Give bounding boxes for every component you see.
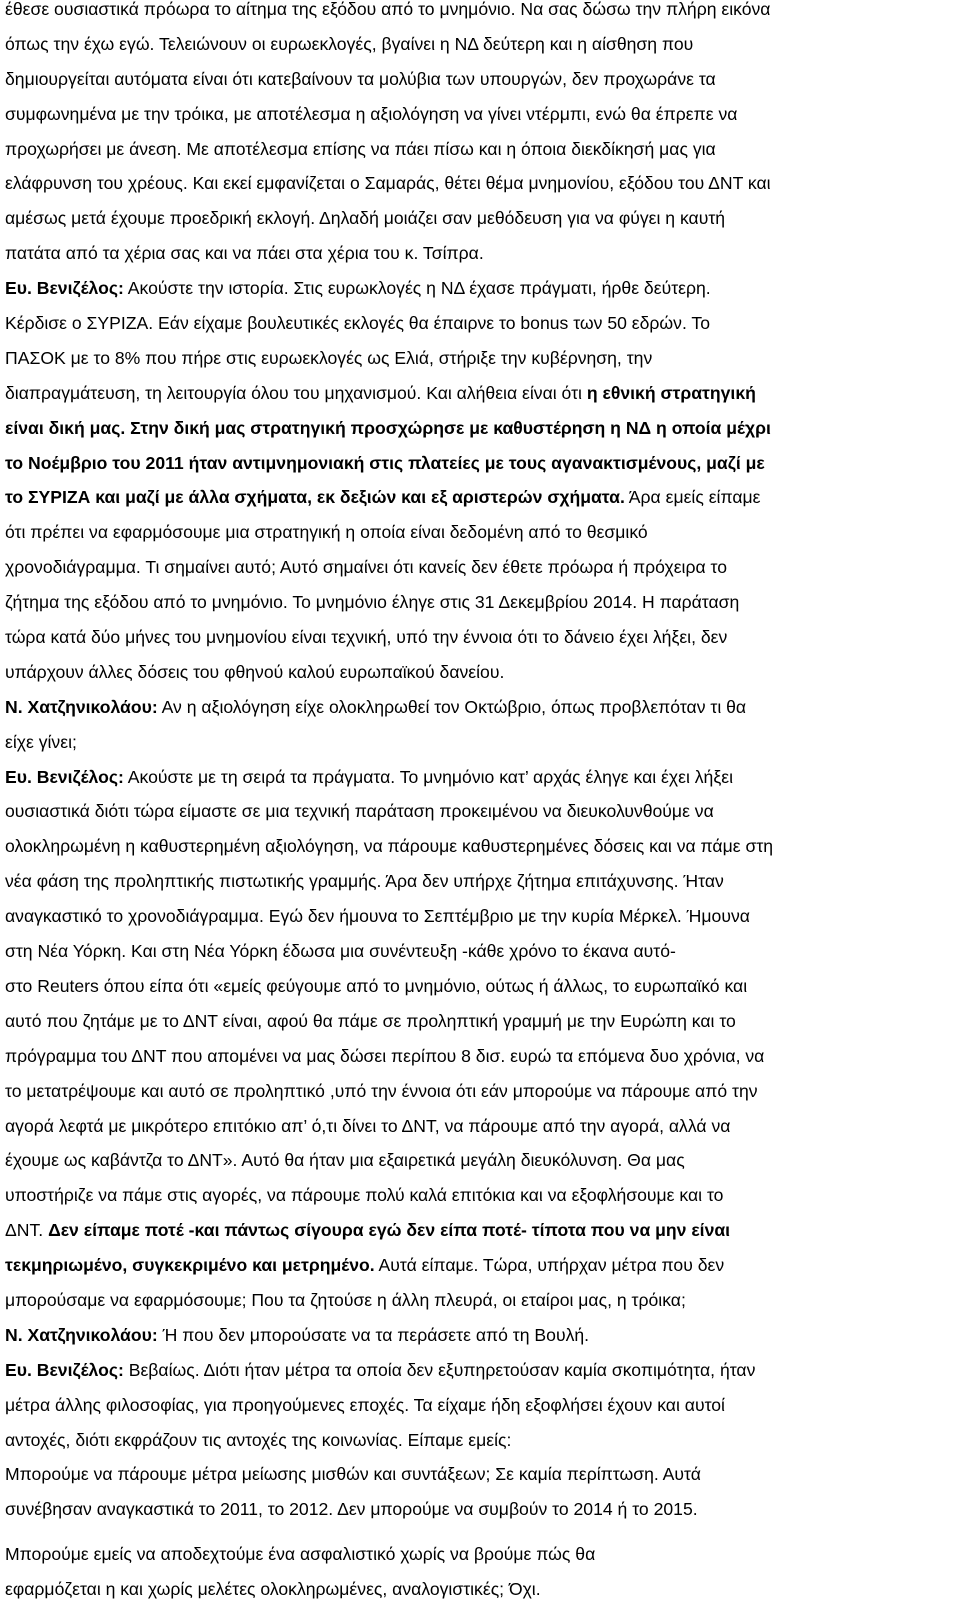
text-segment: ζήτημα της εξόδου από το μνημόνιο. Το μνημόνιο έληγε στις 31 Δεκεμβρίου 2014. Η παράταση [5,592,740,613]
text-line [5,480,945,515]
text-segment: αγορά λεφτά με μικρότερο επιτόκιο απ’ ό,τι δίνει το ΔΝΤ, να πάρουμε από την αγορά, αλλά να [5,1115,731,1136]
text-segment: ολοκληρωμένη η καθυστερημένη αξιολόγηση, να πάρουμε καθυστερημένες δόσεις και να πάμε στη [5,836,774,857]
text-segment: έχουμε ως καβάντζα το ΔΝΤ». Αυτό θα ήταν μια εξαιρετικά μεγάλη διευκόλυνση. Θα μας [5,1150,685,1171]
text-line [5,411,945,446]
text-line [5,585,945,620]
text-segment: ελάφρυνση του χρέους. Και εκεί εμφανίζεται ο Σαμαράς, θέτει θέμα μνημονίου, εξόδου του ΔΝΤ και [5,173,771,194]
text-segment: Βεβαίως. Διότι ήταν μέτρα τα οποία δεν εξυπηρετούσαν καμία σκοπιμότητα, ήταν [123,1359,756,1380]
text-line [5,760,945,795]
text-line [5,1283,945,1318]
text-segment: όπως την έχω εγώ. Τελειώνουν οι ευρωεκλογές, βγαίνει η ΝΔ δεύτερη και η αίσθηση που [5,33,694,54]
text-segment: μπορούσαμε να εφαρμόσουμε; Που τα ζητούσε η άλλη πλευρά, οι εταίροι μας, η τρόικα; [5,1289,686,1310]
text-line [5,166,945,201]
text-segment: αναγκαστικό το χρονοδιάγραμμα. Εγώ δεν ήμουνα το Σεπτέμβριο με την κυρία Μέρκελ. Ήμουνα [5,906,750,927]
text-segment: Κέρδισε ο ΣΥΡΙΖΑ. Εάν είχαμε βουλευτικές εκλογές θα έπαιρνε το bonus των 50 εδρών. Το [5,313,711,334]
text-segment: ΔΝΤ. [5,1220,49,1241]
paragraph-gap [5,1527,945,1537]
text-segment: Μπορούμε εμείς να αποδεχτούμε ένα ασφαλιστικό χωρίς να βρούμε πώς [5,1544,571,1565]
text-line [5,1388,945,1423]
text-line [5,1213,945,1248]
text-line [5,201,945,236]
text-line [5,934,945,969]
text-segment: συμφωνημένα με την τρόικα, με αποτέλεσμα η αξιολόγηση να γίνει ντέρμπι, ενώ θα έπρεπε να [5,103,738,124]
text-line [5,829,945,864]
text-line [5,515,945,550]
text-line [5,1039,945,1074]
text-segment: το μετατρέψουμε και αυτό σε προληπτικό ,υπό την έννοια ότι εάν μπορούμε να πάρουμε από την [5,1080,758,1101]
bold-text-segment: Ν. Χατζηνικολάου: [5,1324,158,1345]
text-line [5,655,945,690]
text-line [5,341,945,376]
text-segment: Μπορούμε να πάρουμε μέτρα μείωσης μισθών και συντάξεων; Σε καμία περίπτωση. Αυτά [5,1464,701,1485]
text-segment: ΠΑΣΟΚ με το 8% που πήρε στις ευρωεκλογές ως Ελιά, στήριξε την κυβέρνηση, την [5,347,653,368]
text-segment: νέα φάση της προληπτικής πιστωτικής γραμμής. Άρα δεν υπήρχε ζήτημα επιτάχυνσης. Ήταν [5,871,724,892]
text-segment: αντοχές, διότι εκφράζουν τις αντοχές της κοινωνίας. Είπαμε εμείς: [5,1429,512,1450]
text-segment: Αυτά είπαμε. Τώρα, υπήρχαν μέτρα που δεν [374,1255,725,1276]
text-segment: Ακούστε την ιστορία. Στις ευρωκλογές η ΝΔ έχασε πράγματι, ήρθε δεύτερη. [123,278,711,299]
text-segment: δημιουργείται αυτόματα είναι ότι κατεβαίνουν τα μολύβια των υπουργών, δεν προχωράνε τα [5,68,716,89]
text-line [5,1457,945,1492]
text-segment: υπάρχουν άλλες δόσεις του φθηνού καλού ευρωπαϊκού δανείου. [5,661,505,682]
bold-text-segment: είναι δική μας. [5,417,126,438]
text-line [5,794,945,829]
text-segment: Ακούστε με τη σειρά τα πράγματα. Το μνημόνιο κατ’ αρχάς έληγε και έχει λήξει [123,766,733,787]
text-line [5,0,945,27]
text-segment: Αν η αξιολόγηση είχε ολοκληρωθεί τον Οκτώβριο, όπως προβλεπόταν τι θα [157,696,747,717]
text-line [5,236,945,271]
text-line [5,1423,945,1458]
bold-text-segment: η εθνική στρατηγική [586,382,756,403]
text-line [5,1353,945,1388]
text-segment: διαπραγμάτευση, τη λειτουργία όλου του μηχανισμού. Και αλήθεια είναι ότι [5,382,587,403]
text-line [5,864,945,899]
text-line [5,132,945,167]
text-line [5,1248,945,1283]
text-line [5,620,945,655]
text-line [5,97,945,132]
text-segment: υποστήριζε να πάμε στις αγορές, να πάρουμε πολύ καλά επιτόκια και να εξοφλήσουμε και το [5,1185,724,1206]
text-segment: τώρα κατά δύο μήνες του μνημονίου είναι τεχνική, υπό την έννοια ότι το δάνειο έχει λήξει, δεν [5,627,728,648]
bold-text-segment: το ΣΥΡΙΖΑ και μαζί με άλλα σχήματα, εκ δεξιών και εξ αριστερών σχήματα. [5,487,625,508]
text-line [5,725,945,760]
text-line [5,1178,945,1213]
text-segment: ότι πρέπει να εφαρμόσουμε μια στρατηγική η οποία είναι δεδομένη από το θεσμικό [5,522,648,543]
text-line [5,1143,945,1178]
bold-text-segment: τεκμηριωμένο, συγκεκριμένο και μετρημένο. [5,1255,375,1276]
text-segment: χρονοδιάγραμμα. Τι σημαίνει αυτό; Αυτό σημαίνει ότι κανείς δεν έθετε πρόωρα ή πρόχειρα το [5,557,727,578]
text-line [5,1537,945,1572]
text-line [5,1109,945,1144]
text-line [5,446,945,481]
text-segment: Ή που δεν μπορούσατε να τα περάσετε από τη Βουλή. [157,1324,590,1345]
text-segment: πρόγραμμα του ΔΝΤ που απομένει να μας δώσει περίπου 8 δισ. ευρώ τα επόμενα δυο χρόνια, να [5,1045,765,1066]
text-segment: Άρα εμείς είπαμε [624,487,761,508]
text-segment: πατάτα από τα χέρια σας και να πάει στα χέρια του κ. Τσίπρα. [5,243,484,264]
document-body [5,0,945,1607]
text-segment: αυτό που ζητάμε με το ΔΝΤ είναι, αφού θα πάμε σε προληπτική γραμμή με την Ευρώπη και το [5,1010,736,1031]
text-line [5,969,945,1004]
text-line [5,62,945,97]
bold-text-segment: Ν. Χατζηνικολάου: [5,696,158,717]
text-line [5,1074,945,1109]
bold-text-segment: Ευ. Βενιζέλος: [5,278,124,299]
text-segment: συνέβησαν αναγκαστικά το 2011, το 2012. Δεν μπορούμε να συμβούν το 2014 ή το 2015. [5,1499,698,1520]
text-segment: στο Reuters όπου είπα ότι «εμείς φεύγουμε από το μνημόνιο, ούτως ή άλλως, το ευρωπαϊκό και [5,975,748,996]
bold-text-segment: Ευ. Βενιζέλος: [5,1359,124,1380]
text-line [5,271,945,306]
text-line [5,376,945,411]
text-line [5,1572,945,1607]
bold-text-segment: Δεν είπαμε ποτέ -και πάντως σίγουρα εγώ δεν είπα ποτέ- τίποτα που να μην είναι [48,1220,731,1241]
text-segment: στη Νέα Υόρκη. Και στη Νέα Υόρκη έδωσα μια συνέντευξη -κάθε χρόνο το έκανα αυτό- [5,941,676,962]
text-segment: εφαρμόζεται η και χωρίς μελέτες ολοκληρωμένες, αναλογιστικές; Όχι. [5,1579,541,1600]
text-line [5,1492,945,1527]
text-segment: είχε γίνει; [5,731,77,752]
text-line [5,306,945,341]
text-line [5,690,945,725]
text-segment: έθεσε ουσιαστικά πρόωρα το αίτημα της εξόδου από το μνημόνιο. Να σας δώσω την πλήρη εικόνα [5,0,771,19]
text-segment: μέτρα άλλης φιλοσοφίας, για προηγούμενες εποχές. Τα είχαμε ήδη εξοφλήσει έχουν και αυτοί [5,1394,725,1415]
text-segment: αμέσως μετά έχουμε προεδρική εκλογή. Δηλαδή μοιάζει σαν μεθόδευση για να φύγει η καυτή [5,208,726,229]
text-segment: θα [570,1544,596,1565]
text-line [5,899,945,934]
bold-text-segment: το Νοέμβριο του 2011 ήταν αντιμνημονιακή στις πλατείες με τους αγανακτισμένους, μαζί με [5,452,765,473]
text-line [5,1318,945,1353]
bold-text-segment: Ευ. Βενιζέλος: [5,766,124,787]
text-line [5,27,945,62]
text-line [5,550,945,585]
text-segment: ουσιαστικά διότι τώρα είμαστε σε μια τεχνική παράταση προκειμένου να διευκολυνθούμε να [5,801,714,822]
text-segment: προχωρήσει με άνεση. Με αποτέλεσμα επίσης να πάει πίσω και η όποια διεκδίκησή μας για [5,138,716,159]
text-line [5,1004,945,1039]
bold-text-segment: Στην δική μας στρατηγική προσχώρησε με καθυστέρηση η ΝΔ η οποία μέχρι [130,417,771,438]
